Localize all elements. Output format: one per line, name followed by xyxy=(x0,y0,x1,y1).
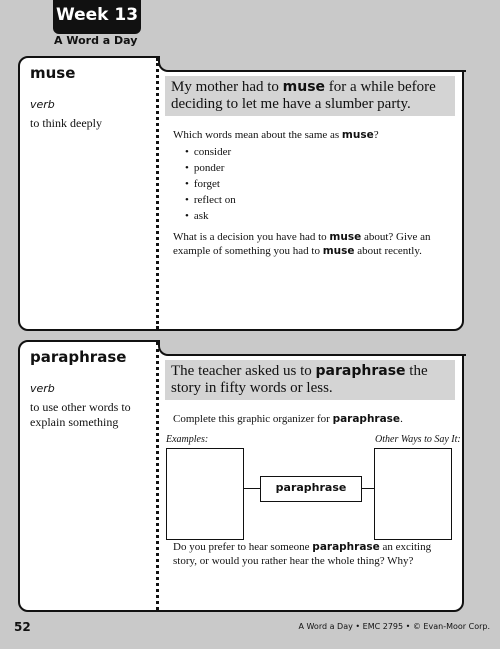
connector-line xyxy=(244,488,260,489)
definition: to use other words to explain something xyxy=(30,400,131,429)
footer-credit: A Word a Day • EMC 2795 • © Evan-Moor Corp. xyxy=(298,622,490,631)
organizer-center-word: paraphrase xyxy=(260,476,362,502)
prompt-keyword: muse xyxy=(322,245,355,257)
option-item: • ponder xyxy=(185,160,236,176)
sentence-keyword: paraphrase xyxy=(315,363,406,379)
organizer-instruction xyxy=(173,412,453,426)
week-tab xyxy=(53,0,141,34)
dotted-divider xyxy=(156,342,159,610)
vocab-word: paraphrase xyxy=(30,348,127,366)
card-tab-notch xyxy=(158,56,466,72)
sentence-keyword: muse xyxy=(282,79,326,95)
part-of-speech: verb xyxy=(30,98,55,111)
prompt-text: Do you prefer to hear someone xyxy=(173,541,313,553)
prompt-keyword: paraphrase xyxy=(312,541,380,553)
vocab-word: muse xyxy=(30,64,76,82)
dotted-divider xyxy=(156,58,159,329)
option-item: • forget xyxy=(185,176,236,192)
option-item: • reflect on xyxy=(185,192,236,208)
instruction-text: Complete this graphic organizer for xyxy=(173,413,333,425)
option-item: • ask xyxy=(185,208,236,224)
week-title: Week 13 xyxy=(55,5,139,25)
synonym-question xyxy=(173,128,453,142)
other-ways-label: Other Ways to Say It: xyxy=(375,434,461,445)
sentence-text: The teacher asked us to xyxy=(171,363,316,379)
writing-prompt xyxy=(173,540,453,568)
definition: to think deeply xyxy=(30,116,102,130)
question-keyword: muse xyxy=(341,129,374,141)
prompt-keyword: muse xyxy=(329,231,362,243)
sentence-text: My mother had to xyxy=(171,79,283,95)
instruction-keyword: paraphrase xyxy=(332,413,401,425)
option-item: • consider xyxy=(185,144,236,160)
prompt-text: What is a decision you have had to xyxy=(173,231,330,243)
part-of-speech: verb xyxy=(30,382,55,395)
prompt-text: an exciting story, or would you rather hear the whole thing? Why? xyxy=(173,541,432,567)
example-sentence xyxy=(165,360,455,400)
instruction-text: . xyxy=(400,413,403,425)
prompt-text: about? Give an example of something you had to xyxy=(173,231,431,257)
prompt-text: about recently. xyxy=(354,245,422,257)
synonym-options xyxy=(185,144,236,224)
question-text: Which words mean about the same as xyxy=(173,129,342,141)
card-tab-notch xyxy=(158,340,466,356)
word-card-muse xyxy=(18,56,464,331)
sentence-text: the story in fifty words or less. xyxy=(171,363,428,396)
word-column xyxy=(20,342,158,610)
page-number: 52 xyxy=(14,620,31,634)
question-text: ? xyxy=(373,129,379,141)
examples-box[interactable] xyxy=(166,448,244,540)
other-ways-box[interactable] xyxy=(374,448,452,540)
word-card-paraphrase xyxy=(18,340,464,612)
sentence-text: for a while before deciding to let me have a slumber party. xyxy=(171,79,436,112)
word-column xyxy=(20,58,158,329)
writing-prompt xyxy=(173,230,453,258)
example-sentence xyxy=(165,76,455,116)
examples-label: Examples: xyxy=(166,434,209,445)
week-subtitle: A Word a Day xyxy=(54,34,138,47)
